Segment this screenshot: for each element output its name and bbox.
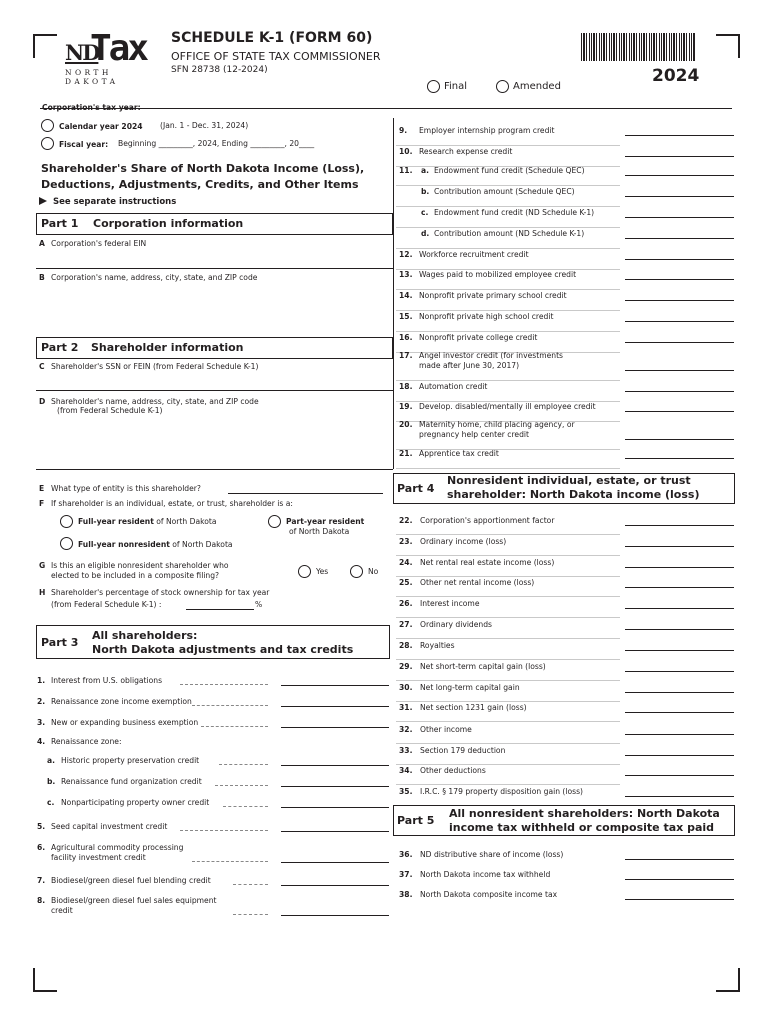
part3-amount-field[interactable]	[281, 727, 389, 728]
part3-line-number: 2.	[37, 697, 46, 706]
part3-leader	[192, 705, 268, 706]
part3-leader	[192, 861, 268, 862]
credit-line-label: Wages paid to mobilized employee credit	[419, 270, 577, 279]
part3-line-number: 4.	[37, 737, 46, 746]
part3-label: Part 3	[41, 636, 79, 649]
part-year-resident-rest: of North Dakota	[289, 527, 350, 536]
column-divider	[393, 118, 394, 469]
line-h-label2: (from Federal Schedule K-1) :	[51, 600, 162, 609]
office-name: OFFICE OF STATE TAX COMMISSIONER	[171, 50, 381, 63]
part4-row-rule	[396, 784, 620, 785]
credit-amount-field[interactable]	[625, 370, 734, 371]
credit-line-number: 10.	[399, 147, 413, 156]
part4-row-rule	[396, 617, 620, 618]
credit-row-rule	[396, 289, 620, 290]
part4-amount-field[interactable]	[625, 608, 734, 609]
credit-amount-field[interactable]	[625, 238, 734, 239]
line-g-label: Is this an eligible nonresident shareholder who	[51, 561, 229, 570]
credit-row-rule	[396, 206, 620, 207]
full-year-resident-bold: Full-year resident	[78, 517, 154, 526]
credit-amount-field[interactable]	[625, 458, 734, 459]
credit-line-label: Angel investor credit (for investments	[419, 351, 564, 360]
part3-title2: North Dakota adjustments and tax credits	[92, 643, 354, 656]
part4-line-number: 30.	[399, 683, 413, 692]
calendar-year-label: Calendar year 2024	[59, 122, 143, 131]
crop-mark-top-left	[33, 34, 57, 58]
part1-title: Corporation information	[93, 217, 244, 230]
part4-line-label: Ordinary income (loss)	[420, 537, 507, 546]
credit-line-number: 12.	[399, 250, 413, 259]
part4-line-number: 26.	[399, 599, 413, 608]
fiscal-year-label: Fiscal year:	[59, 140, 109, 149]
credit-line-label: Apprentice tax credit	[419, 449, 499, 458]
part4-line-label: Corporation's apportionment factor	[420, 516, 555, 525]
amended-radio[interactable]	[496, 80, 509, 93]
line-f-letter: F	[39, 499, 45, 508]
tax-year-heading: Corporation's tax year:	[42, 103, 141, 112]
credit-line-subletter: a.	[421, 166, 430, 175]
credit-amount-field[interactable]	[625, 135, 734, 136]
credit-line-label-cont: pregnancy help center credit	[419, 430, 530, 439]
credit-line-label: Employer internship program credit	[419, 126, 555, 135]
part4-amount-field[interactable]	[625, 775, 734, 776]
line-c-rule	[36, 390, 393, 391]
part3-leader	[180, 830, 268, 831]
full-year-resident-rest: of North Dakota	[156, 517, 217, 526]
part4-row-rule	[396, 701, 620, 702]
part2-title: Shareholder information	[91, 341, 244, 354]
credit-amount-field[interactable]	[625, 439, 734, 440]
credit-line-number: 17.	[399, 351, 413, 360]
line-f-label: If shareholder is an individual, estate, or trust, shareholder is a:	[51, 499, 293, 508]
credit-amount-field[interactable]	[625, 196, 734, 197]
part3-line-number: 6.	[37, 843, 46, 852]
part4-line-label: Net rental real estate income (loss)	[420, 558, 555, 567]
credit-amount-field[interactable]	[625, 391, 734, 392]
part3-amount-field[interactable]	[281, 765, 389, 766]
credit-amount-field[interactable]	[625, 300, 734, 301]
credit-amount-field[interactable]	[625, 217, 734, 218]
part4-label: Part 4	[397, 482, 435, 495]
part4-line-label: Net short-term capital gain (loss)	[420, 662, 546, 671]
credit-amount-field[interactable]	[625, 279, 734, 280]
line-e-letter: E	[39, 484, 45, 493]
credit-amount-field[interactable]	[625, 321, 734, 322]
part4-line-label: Interest income	[420, 599, 480, 608]
part-year-resident-radio[interactable]	[268, 515, 281, 528]
part4-line-label: Royalties	[420, 641, 455, 650]
part2-header	[36, 337, 393, 359]
part3-amount-field[interactable]	[281, 786, 389, 787]
part3-title1: All shareholders:	[92, 629, 198, 642]
part3-leader	[223, 806, 268, 807]
line-a-rule	[36, 268, 393, 269]
part4-line-number: 31.	[399, 703, 413, 712]
part5-line-number: 36.	[399, 850, 413, 859]
credit-row-rule	[396, 248, 620, 249]
credit-row-rule	[396, 331, 620, 332]
credit-amount-field[interactable]	[625, 342, 734, 343]
part4-line-label: Other deductions	[420, 766, 486, 775]
line-h-letter: H	[39, 588, 46, 597]
part5-amount-field[interactable]	[625, 899, 734, 900]
part4-amount-field[interactable]	[625, 712, 734, 713]
part3-line-number: c.	[47, 798, 55, 807]
schedule-title-line2: Deductions, Adjustments, Credits, and Other Items	[41, 178, 359, 191]
part4-amount-field[interactable]	[625, 567, 734, 568]
part4-line-label: I.R.C. § 179 property disposition gain (loss)	[420, 787, 584, 796]
credit-line-number: 15.	[399, 312, 413, 321]
line-d-label: Shareholder's name, address, city, state, and ZIP code	[51, 397, 259, 406]
composite-yes-radio[interactable]	[298, 565, 311, 578]
part5-line-number: 38.	[399, 890, 413, 899]
full-year-nonresident-bold: Full-year nonresident	[78, 540, 170, 549]
barcode	[581, 33, 695, 61]
credit-amount-field[interactable]	[625, 411, 734, 412]
part3-line-label: Agricultural commodity processing	[51, 843, 184, 852]
part5-label: Part 5	[397, 814, 435, 827]
part3-line-label: Historic property preservation credit	[61, 756, 200, 765]
part4-title2: shareholder: North Dakota income (loss)	[447, 488, 700, 501]
part3-line-label: Renaissance zone income exemption	[51, 697, 192, 706]
credit-line-label: Develop. disabled/mentally ill employee credit	[419, 402, 596, 411]
part3-leader	[233, 914, 268, 915]
nd-tax-logo	[63, 28, 158, 86]
part5-line-number: 37.	[399, 870, 413, 879]
part3-line-label: New or expanding business exemption	[51, 718, 199, 727]
part4-row-rule	[396, 555, 620, 556]
credit-line-number: 13.	[399, 270, 413, 279]
part4-line-number: 29.	[399, 662, 413, 671]
part5-amount-field[interactable]	[625, 879, 734, 880]
part3-leader	[201, 726, 269, 727]
part3-line-number: 8.	[37, 896, 46, 905]
credit-line-number: 9.	[399, 126, 408, 135]
part3-line-number: a.	[47, 756, 56, 765]
final-radio[interactable]	[427, 80, 440, 93]
full-year-nonresident-label	[78, 540, 233, 550]
line-h-percent: %	[255, 600, 263, 609]
part4-amount-field[interactable]	[625, 692, 734, 693]
see-instructions: See separate instructions	[53, 197, 177, 207]
part4-row-rule	[396, 534, 620, 535]
part4-row-rule	[396, 743, 620, 744]
part4-line-number: 34.	[399, 766, 413, 775]
credit-row-rule	[396, 185, 620, 186]
part-year-resident-bold: Part-year resident	[286, 517, 365, 526]
part3-amount-field[interactable]	[281, 807, 389, 808]
part3-line-label: Interest from U.S. obligations	[51, 676, 163, 685]
part4-line-number: 28.	[399, 641, 413, 650]
part3-amount-field[interactable]	[281, 706, 389, 707]
part3-line-label: Biodiesel/green diesel fuel blending credit	[51, 876, 211, 885]
credit-line-label: Maternity home, child placing agency, or	[419, 420, 575, 429]
composite-no-radio[interactable]	[350, 565, 363, 578]
logo-nd: ND	[65, 40, 99, 65]
part4-line-label: Net long-term capital gain	[420, 683, 520, 692]
part1-label: Part 1	[41, 217, 79, 230]
line-e-field[interactable]	[228, 493, 383, 494]
part4-title1: Nonresident individual, estate, or trust	[447, 474, 691, 487]
credit-row-rule	[396, 468, 620, 469]
part3-amount-field[interactable]	[281, 885, 389, 886]
part4-row-rule	[396, 596, 620, 597]
credit-line-number: 21.	[399, 449, 413, 458]
part4-row-rule	[396, 576, 620, 577]
line-c-label: Shareholder's SSN or FEIN (from Federal Schedule K-1)	[51, 362, 259, 371]
part3-line-number: 1.	[37, 676, 46, 685]
credit-line-label: Nonprofit private high school credit	[419, 312, 554, 321]
part4-amount-field[interactable]	[625, 671, 734, 672]
part3-line-number: 3.	[37, 718, 46, 727]
part4-row-rule	[396, 721, 620, 722]
part4-line-number: 32.	[399, 725, 413, 734]
part5-line-label: North Dakota composite income tax	[420, 890, 558, 899]
part4-line-number: 35.	[399, 787, 413, 796]
part4-amount-field[interactable]	[625, 796, 734, 797]
line-b-label: Corporation's name, address, city, state, and ZIP code	[51, 273, 258, 282]
part3-leader	[233, 884, 268, 885]
composite-no-label: No	[368, 567, 379, 576]
part3-amount-field[interactable]	[281, 862, 389, 863]
part4-line-label: Section 179 deduction	[420, 746, 506, 755]
credit-line-label-cont: made after June 30, 2017)	[419, 361, 520, 370]
line-g-label2: elected to be included in a composite filing?	[51, 571, 220, 580]
part3-line-number: 7.	[37, 876, 46, 885]
part5-line-label: ND distributive share of income (loss)	[420, 850, 564, 859]
part4-amount-field[interactable]	[625, 755, 734, 756]
part3-line-label: Nonparticipating property owner credit	[61, 798, 210, 807]
part3-line-label-cont: facility investment credit	[51, 853, 146, 862]
credit-line-label: Endowment fund credit (Schedule QEC)	[434, 166, 585, 175]
line-d-letter: D	[39, 397, 46, 406]
part4-amount-field[interactable]	[625, 629, 734, 630]
part2-label: Part 2	[41, 341, 79, 354]
part3-leader	[219, 764, 268, 765]
amended-label: Amended	[513, 81, 561, 92]
line-h-field[interactable]	[186, 609, 254, 610]
part4-amount-field[interactable]	[625, 546, 734, 547]
calendar-year-range: (Jan. 1 - Dec. 31, 2024)	[160, 121, 249, 130]
part3-amount-field[interactable]	[281, 831, 389, 832]
tax-year: 2024	[652, 66, 700, 86]
line-a-label: Corporation's federal EIN	[51, 239, 147, 248]
part3-amount-field[interactable]	[281, 685, 389, 686]
fiscal-year-radio[interactable]	[41, 137, 54, 150]
part4-amount-field[interactable]	[625, 650, 734, 651]
credit-line-number: 20.	[399, 420, 413, 429]
line-e-label: What type of entity is this shareholder?	[51, 484, 201, 493]
form-title: SCHEDULE K-1 (FORM 60)	[171, 30, 373, 46]
part5-title1: All nonresident shareholders: North Dakota	[449, 807, 720, 820]
credit-row-rule	[396, 227, 620, 228]
credit-line-label: Nonprofit private primary school credit	[419, 291, 567, 300]
fiscal-year-dates[interactable]: Beginning _________, 2024, Ending _________, 20____	[118, 139, 315, 148]
line-b-letter: B	[39, 273, 45, 282]
credit-line-label: Endowment fund credit (ND Schedule K-1)	[434, 208, 595, 217]
part4-line-number: 23.	[399, 537, 413, 546]
part3-line-label: Renaissance fund organization credit	[61, 777, 202, 786]
part4-line-label: Other income	[420, 725, 472, 734]
part3-amount-field[interactable]	[281, 915, 389, 916]
credit-line-number: 19.	[399, 402, 413, 411]
schedule-title-line1: Shareholder's Share of North Dakota Income (Loss),	[41, 162, 365, 175]
part3-line-label: Renaissance zone:	[51, 737, 122, 746]
part5-line-label: North Dakota income tax withheld	[420, 870, 551, 879]
part5-title2: income tax withheld or composite tax paid	[449, 821, 715, 834]
part3-line-label-cont: credit	[51, 906, 73, 915]
arrow-icon	[39, 197, 47, 205]
full-year-resident-radio[interactable]	[60, 515, 73, 528]
credit-line-label: Workforce recruitment credit	[419, 250, 529, 259]
credit-line-subletter: c.	[421, 208, 429, 217]
credit-line-number: 14.	[399, 291, 413, 300]
part3-leader	[180, 684, 268, 685]
logo-subtitle: NORTH DAKOTA	[65, 68, 119, 86]
part4-line-number: 33.	[399, 746, 413, 755]
full-year-resident-label	[78, 517, 217, 527]
credit-line-label: Contribution amount (ND Schedule K-1)	[434, 229, 585, 238]
crop-mark-top-right	[716, 34, 740, 58]
part4-line-number: 22.	[399, 516, 413, 525]
sfn-number: SFN 28738 (12-2024)	[171, 65, 268, 75]
credit-line-number: 16.	[399, 333, 413, 342]
line-a-letter: A	[39, 239, 45, 248]
credit-row-rule	[396, 310, 620, 311]
credit-line-label: Contribution amount (Schedule QEC)	[434, 187, 575, 196]
part4-row-rule	[396, 764, 620, 765]
credit-line-label: Research expense credit	[419, 147, 513, 156]
header-rule	[40, 108, 732, 109]
part3-line-number: b.	[47, 777, 56, 786]
crop-mark-bottom-right	[716, 968, 740, 992]
part3-line-label: Seed capital investment credit	[51, 822, 168, 831]
credit-line-subletter: b.	[421, 187, 430, 196]
logo-tax: Tax	[90, 28, 147, 69]
part3-line-number: 5.	[37, 822, 46, 831]
part4-amount-field[interactable]	[625, 734, 734, 735]
line-d-rule	[36, 469, 393, 470]
credit-amount-field[interactable]	[625, 156, 734, 157]
final-label: Final	[444, 81, 468, 92]
part4-line-label: Net section 1231 gain (loss)	[420, 703, 527, 712]
credit-row-rule	[396, 145, 620, 146]
part1-header	[36, 213, 393, 235]
line-d-label2: (from Federal Schedule K-1)	[57, 406, 163, 415]
credit-line-label: Automation credit	[419, 382, 488, 391]
part4-line-number: 27.	[399, 620, 413, 629]
line-g-letter: G	[39, 561, 46, 570]
part5-amount-field[interactable]	[625, 859, 734, 860]
crop-mark-bottom-left	[33, 968, 57, 992]
part4-line-number: 25.	[399, 578, 413, 587]
part4-row-rule	[396, 659, 620, 660]
part5-header	[393, 805, 735, 836]
credit-amount-field[interactable]	[625, 175, 734, 176]
credit-row-rule	[396, 380, 620, 381]
credit-amount-field[interactable]	[625, 259, 734, 260]
line-c-letter: C	[39, 362, 45, 371]
part3-header	[36, 625, 390, 659]
credit-line-label: Nonprofit private college credit	[419, 333, 538, 342]
part4-line-label: Other net rental income (loss)	[420, 578, 535, 587]
calendar-year-radio[interactable]	[41, 119, 54, 132]
part4-header	[393, 473, 735, 504]
part4-line-number: 24.	[399, 558, 413, 567]
credit-line-subletter: d.	[421, 229, 430, 238]
full-year-nonresident-rest: of North Dakota	[172, 540, 233, 549]
part4-amount-field[interactable]	[625, 525, 734, 526]
part3-leader	[215, 785, 268, 786]
part4-row-rule	[396, 638, 620, 639]
part4-row-rule	[396, 680, 620, 681]
part4-line-label: Ordinary dividends	[420, 620, 493, 629]
line-h-label: Shareholder's percentage of stock ownership for tax year	[51, 588, 270, 597]
part3-line-label: Biodiesel/green diesel fuel sales equipment	[51, 896, 217, 905]
full-year-nonresident-radio[interactable]	[60, 537, 73, 550]
credit-line-number: 11.	[399, 166, 413, 175]
composite-yes-label: Yes	[316, 567, 329, 576]
credit-line-number: 18.	[399, 382, 413, 391]
part4-amount-field[interactable]	[625, 587, 734, 588]
